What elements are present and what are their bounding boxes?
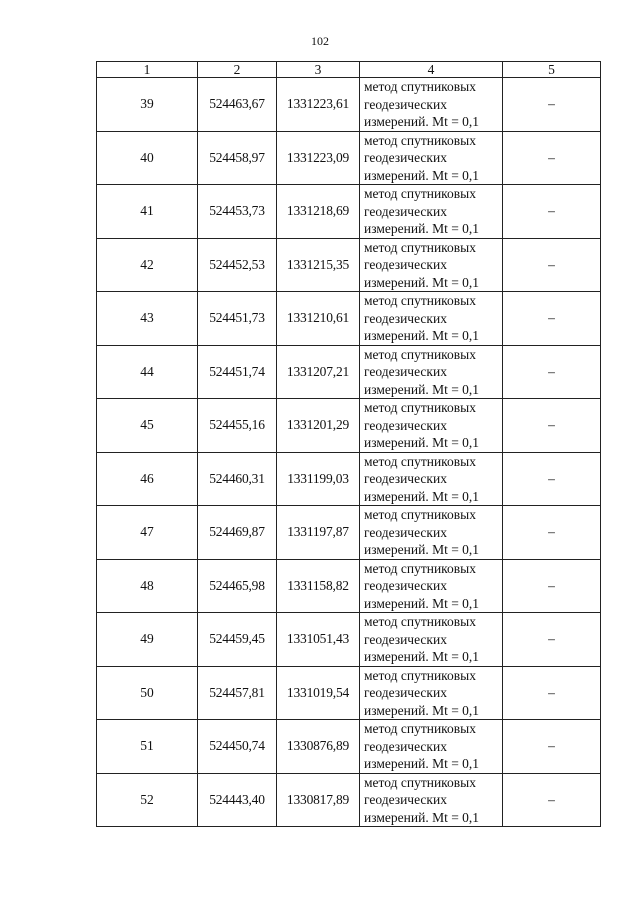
- method-text-line: метод спутниковых: [364, 132, 476, 148]
- description-cell: –: [503, 559, 601, 613]
- x-coordinate-cell: 524465,98: [198, 559, 277, 613]
- description-cell: –: [503, 773, 601, 827]
- method-text-line: метод спутниковых: [364, 400, 476, 415]
- method-text-line: геодезических: [364, 578, 447, 593]
- method-text-line: метод спутниковых: [364, 614, 476, 629]
- point-number-cell: 44: [97, 345, 198, 399]
- y-coordinate-cell: 1331051,43: [277, 613, 360, 667]
- table-row: [97, 238, 601, 292]
- column-header-4: 4: [360, 62, 503, 78]
- method-text-line: измерений. Mt = 0,1: [364, 328, 480, 343]
- method-cell: [360, 78, 503, 132]
- x-coordinate-cell: 524457,81: [198, 666, 277, 720]
- column-header-1: 1: [97, 62, 198, 78]
- point-number-cell: 52: [97, 773, 198, 827]
- x-coordinate-cell: 524451,73: [198, 292, 277, 346]
- table-row: [97, 78, 601, 132]
- method-text-line: метод спутниковых: [364, 667, 476, 683]
- method-text-line: метод спутниковых: [364, 186, 476, 201]
- description-cell: –: [503, 185, 601, 239]
- method-cell: [360, 613, 503, 667]
- y-coordinate-cell: 1331199,03: [277, 452, 360, 506]
- method-text-line: измерений. Mt = 0,1: [364, 702, 480, 718]
- method-text-line: метод спутниковых: [364, 293, 476, 308]
- method-cell: [360, 399, 503, 453]
- description-cell: –: [503, 292, 601, 346]
- description-cell: –: [503, 345, 601, 399]
- method-text-line: метод спутниковых: [364, 346, 476, 362]
- y-coordinate-cell: 1331158,82: [277, 559, 360, 613]
- description-cell: –: [503, 78, 601, 132]
- method-cell: [360, 720, 503, 774]
- point-number-cell: 41: [97, 185, 198, 239]
- method-text-line: метод спутниковых: [364, 721, 476, 736]
- y-coordinate-cell: 1331218,69: [277, 185, 360, 239]
- method-text-line: измерений. Mt = 0,1: [364, 221, 480, 236]
- table-row: [97, 399, 601, 453]
- point-number-cell: 48: [97, 559, 198, 613]
- method-text-line: геодезических: [364, 203, 447, 219]
- y-coordinate-cell: 1330876,89: [277, 720, 360, 774]
- point-number-cell: 50: [97, 666, 198, 720]
- table-row: [97, 506, 601, 560]
- y-coordinate-cell: 1330817,89: [277, 773, 360, 827]
- point-number-cell: 42: [97, 238, 198, 292]
- method-text-line: геодезических: [364, 417, 447, 433]
- method-text-line: измерений. Mt = 0,1: [364, 542, 480, 557]
- column-header-3: 3: [277, 62, 360, 78]
- coordinates-table: [96, 61, 601, 827]
- method-text-line: измерений. Mt = 0,1: [364, 167, 480, 183]
- table-header-row: [97, 62, 601, 78]
- method-text-line: геодезических: [364, 685, 447, 700]
- x-coordinate-cell: 524450,74: [198, 720, 277, 774]
- method-text-line: метод спутниковых: [364, 560, 476, 576]
- y-coordinate-cell: 1331223,09: [277, 131, 360, 185]
- method-cell: [360, 185, 503, 239]
- method-text-line: измерений. Mt = 0,1: [364, 809, 480, 825]
- table-row: [97, 613, 601, 667]
- table-row: [97, 666, 601, 720]
- method-text-line: метод спутниковых: [364, 239, 476, 255]
- y-coordinate-cell: 1331215,35: [277, 238, 360, 292]
- point-number-cell: 43: [97, 292, 198, 346]
- column-header-2: 2: [198, 62, 277, 78]
- table-row: [97, 292, 601, 346]
- method-text-line: геодезических: [364, 792, 447, 807]
- method-cell: [360, 506, 503, 560]
- x-coordinate-cell: 524455,16: [198, 399, 277, 453]
- method-text-line: измерений. Mt = 0,1: [364, 595, 480, 611]
- table-row: [97, 345, 601, 399]
- method-text-line: измерений. Mt = 0,1: [364, 488, 480, 504]
- x-coordinate-cell: 524451,74: [198, 345, 277, 399]
- method-cell: [360, 666, 503, 720]
- table-row: [97, 185, 601, 239]
- x-coordinate-cell: 524463,67: [198, 78, 277, 132]
- method-text-line: измерений. Mt = 0,1: [364, 274, 480, 290]
- method-text-line: геодезических: [364, 471, 447, 486]
- point-number-cell: 45: [97, 399, 198, 453]
- x-coordinate-cell: 524453,73: [198, 185, 277, 239]
- method-text-line: измерений. Mt = 0,1: [364, 649, 480, 664]
- column-header-5: 5: [503, 62, 601, 78]
- method-cell: [360, 452, 503, 506]
- x-coordinate-cell: 524460,31: [198, 452, 277, 506]
- x-coordinate-cell: 524469,87: [198, 506, 277, 560]
- method-text-line: измерений. Mt = 0,1: [364, 381, 480, 397]
- x-coordinate-cell: 524452,53: [198, 238, 277, 292]
- table-row: [97, 131, 601, 185]
- y-coordinate-cell: 1331197,87: [277, 506, 360, 560]
- method-cell: [360, 559, 503, 613]
- method-text-line: геодезических: [364, 96, 447, 112]
- method-text-line: геодезических: [364, 310, 447, 326]
- point-number-cell: 40: [97, 131, 198, 185]
- method-text-line: измерений. Mt = 0,1: [364, 435, 480, 450]
- method-text-line: измерений. Mt = 0,1: [364, 114, 480, 129]
- y-coordinate-cell: 1331201,29: [277, 399, 360, 453]
- table-row: [97, 559, 601, 613]
- method-text-line: измерений. Mt = 0,1: [364, 756, 480, 771]
- method-cell: [360, 131, 503, 185]
- point-number-cell: 49: [97, 613, 198, 667]
- description-cell: –: [503, 506, 601, 560]
- x-coordinate-cell: 524443,40: [198, 773, 277, 827]
- description-cell: –: [503, 238, 601, 292]
- x-coordinate-cell: 524458,97: [198, 131, 277, 185]
- method-text-line: геодезических: [364, 257, 447, 272]
- method-cell: [360, 345, 503, 399]
- description-cell: –: [503, 452, 601, 506]
- table-row: [97, 720, 601, 774]
- point-number-cell: 39: [97, 78, 198, 132]
- method-text-line: геодезических: [364, 738, 447, 754]
- x-coordinate-cell: 524459,45: [198, 613, 277, 667]
- method-text-line: геодезических: [364, 524, 447, 540]
- y-coordinate-cell: 1331207,21: [277, 345, 360, 399]
- method-text-line: геодезических: [364, 150, 447, 165]
- method-cell: [360, 238, 503, 292]
- method-text-line: метод спутниковых: [364, 507, 476, 522]
- point-number-cell: 51: [97, 720, 198, 774]
- description-cell: –: [503, 613, 601, 667]
- y-coordinate-cell: 1331210,61: [277, 292, 360, 346]
- method-cell: [360, 292, 503, 346]
- point-number-cell: 47: [97, 506, 198, 560]
- table-row: [97, 452, 601, 506]
- description-cell: –: [503, 399, 601, 453]
- method-text-line: метод спутниковых: [364, 453, 476, 469]
- description-cell: –: [503, 666, 601, 720]
- method-cell: [360, 773, 503, 827]
- y-coordinate-cell: 1331019,54: [277, 666, 360, 720]
- description-cell: –: [503, 720, 601, 774]
- page-number: 102: [311, 34, 329, 48]
- y-coordinate-cell: 1331223,61: [277, 78, 360, 132]
- method-text-line: геодезических: [364, 631, 447, 647]
- table-body: [97, 78, 601, 827]
- table-row: [97, 773, 601, 827]
- point-number-cell: 46: [97, 452, 198, 506]
- method-text-line: метод спутниковых: [364, 79, 476, 94]
- method-text-line: метод спутниковых: [364, 774, 476, 790]
- method-text-line: геодезических: [364, 364, 447, 379]
- description-cell: –: [503, 131, 601, 185]
